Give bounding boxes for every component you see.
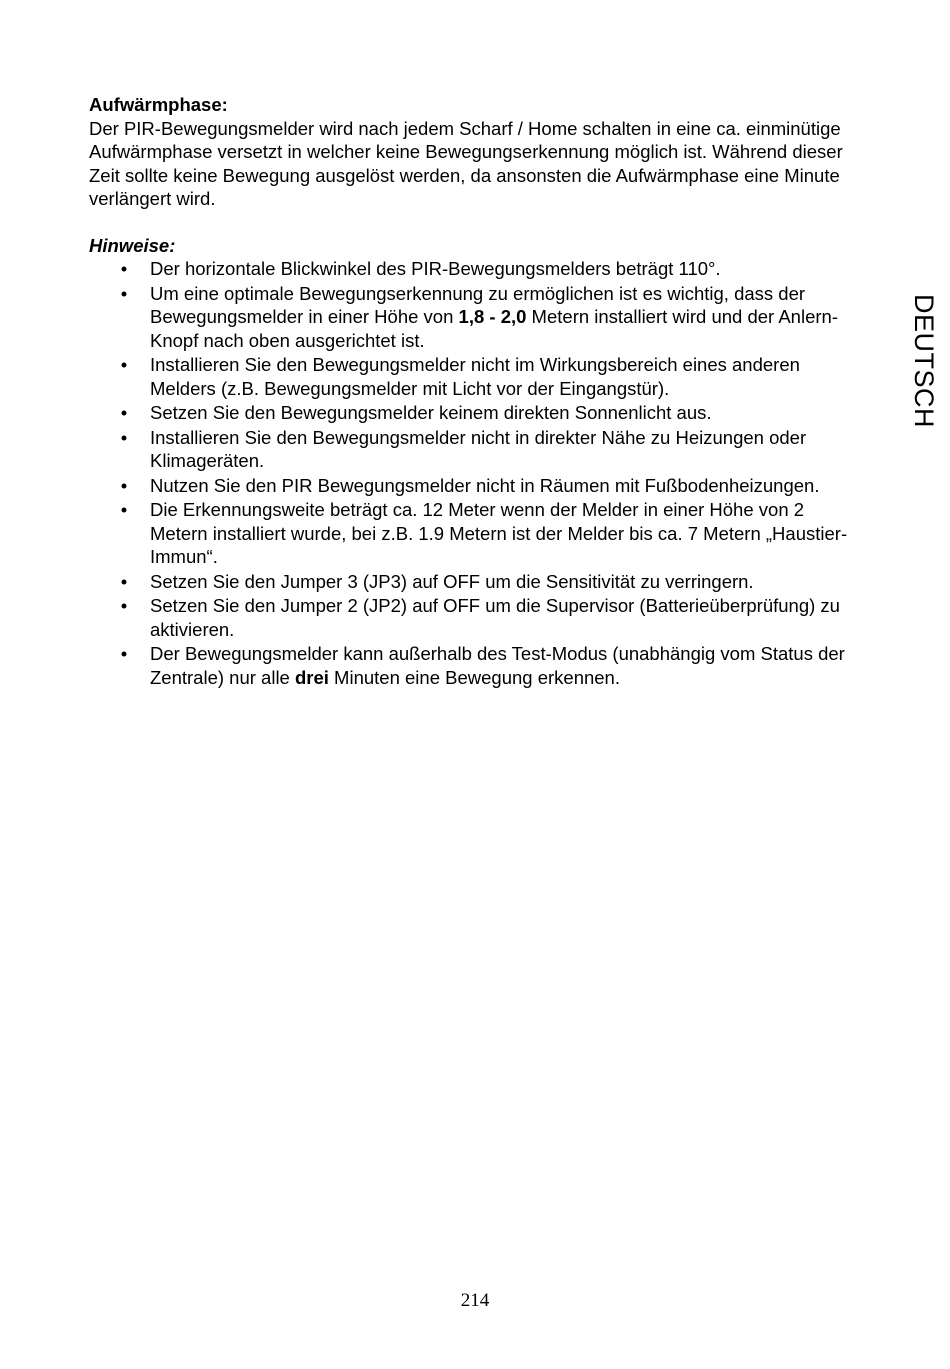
bullet-icon: • xyxy=(120,282,128,304)
warmup-heading: Aufwärmphase: xyxy=(89,94,228,115)
warmup-paragraph: Der PIR-Bewegungsmelder wird nach jedem Scharf / Home schalten in eine ca. einminütige Aufwärmphase versetzt in welcher keine Bewegungserkennung möglich ist. Während dieser Zeit sollte keine Bewegung ausgelöst werden, da ansonsten die Aufwärmphase eine Minute verlängert wird. xyxy=(89,117,843,209)
hint-list-item xyxy=(89,498,864,569)
bullet-icon: • xyxy=(120,474,128,496)
hint-list-item xyxy=(89,257,864,281)
hint-list-item xyxy=(89,594,864,641)
document-body xyxy=(89,93,864,690)
hint-text: Setzen Sie den Jumper 2 (JP2) auf OFF um die Supervisor (Batterieüberprüfung) zu aktivieren. xyxy=(150,595,840,640)
hints-heading: Hinweise: xyxy=(89,234,176,256)
hint-list-item xyxy=(89,401,864,425)
bullet-icon: • xyxy=(120,643,128,664)
bullet-icon: • xyxy=(120,354,128,375)
hint-emphasis: drei xyxy=(294,666,329,688)
hint-text: Minuten eine Bewegung erkennen. xyxy=(328,666,620,688)
hint-emphasis: 1,8 - 2,0 xyxy=(458,306,527,327)
hint-list-item xyxy=(89,353,864,400)
hint-text: Metern installiert wird und der Anlern-Knopf nach oben ausgerichtet ist. xyxy=(150,306,838,351)
hint-text: Die Erkennungsweite beträgt ca. 12 Meter wenn der Melder in einer Höhe von 2 Metern installiert wurde, bei z.B. 1.9 Metern ist der Melder bis ca. 7 Metern „Haustier-Immun“. xyxy=(150,499,848,567)
hint-text: Um eine optimale Bewegungserkennung zu ermöglichen ist es wichtig, dass der Bewegungsmelder in einer Höhe von xyxy=(150,282,806,327)
hint-text: Setzen Sie den Bewegungsmelder keinem direkten Sonnenlicht aus. xyxy=(150,402,712,423)
hint-text: Der horizontale Blickwinkel des PIR-Bewegungsmelders beträgt 110°. xyxy=(150,258,721,279)
language-side-label: DEUTSCH xyxy=(909,294,939,429)
bullet-icon: • xyxy=(120,570,128,592)
hint-list-item xyxy=(89,426,864,473)
hint-list-item xyxy=(89,282,864,353)
bullet-icon: • xyxy=(120,426,128,448)
hint-list-item xyxy=(89,642,864,689)
hint-list-item xyxy=(89,570,864,594)
hint-list-item xyxy=(89,474,864,498)
bullet-icon: • xyxy=(120,499,128,520)
hints-list xyxy=(89,257,864,689)
hint-text: Installieren Sie den Bewegungsmelder nicht in direkter Nähe zu Heizungen oder Klimageräten. xyxy=(150,426,807,471)
page-number: 214 xyxy=(460,1290,490,1311)
bullet-icon: • xyxy=(120,258,128,279)
hint-text: Der Bewegungsmelder kann außerhalb des Test-Modus (unabhängig vom Status der Zentrale) nur alle xyxy=(150,643,845,688)
bullet-icon: • xyxy=(120,402,128,423)
hint-text: Setzen Sie den Jumper 3 (JP3) auf OFF um die Sensitivität zu verringern. xyxy=(150,570,754,592)
bullet-icon: • xyxy=(120,595,128,616)
hint-text: Nutzen Sie den PIR Bewegungsmelder nicht in Räumen mit Fußbodenheizungen. xyxy=(150,474,820,496)
hint-text: Installieren Sie den Bewegungsmelder nicht im Wirkungsbereich eines anderen Melders (z.B. Bewegungsmelder mit Licht vor der Eingangstür). xyxy=(150,354,800,399)
